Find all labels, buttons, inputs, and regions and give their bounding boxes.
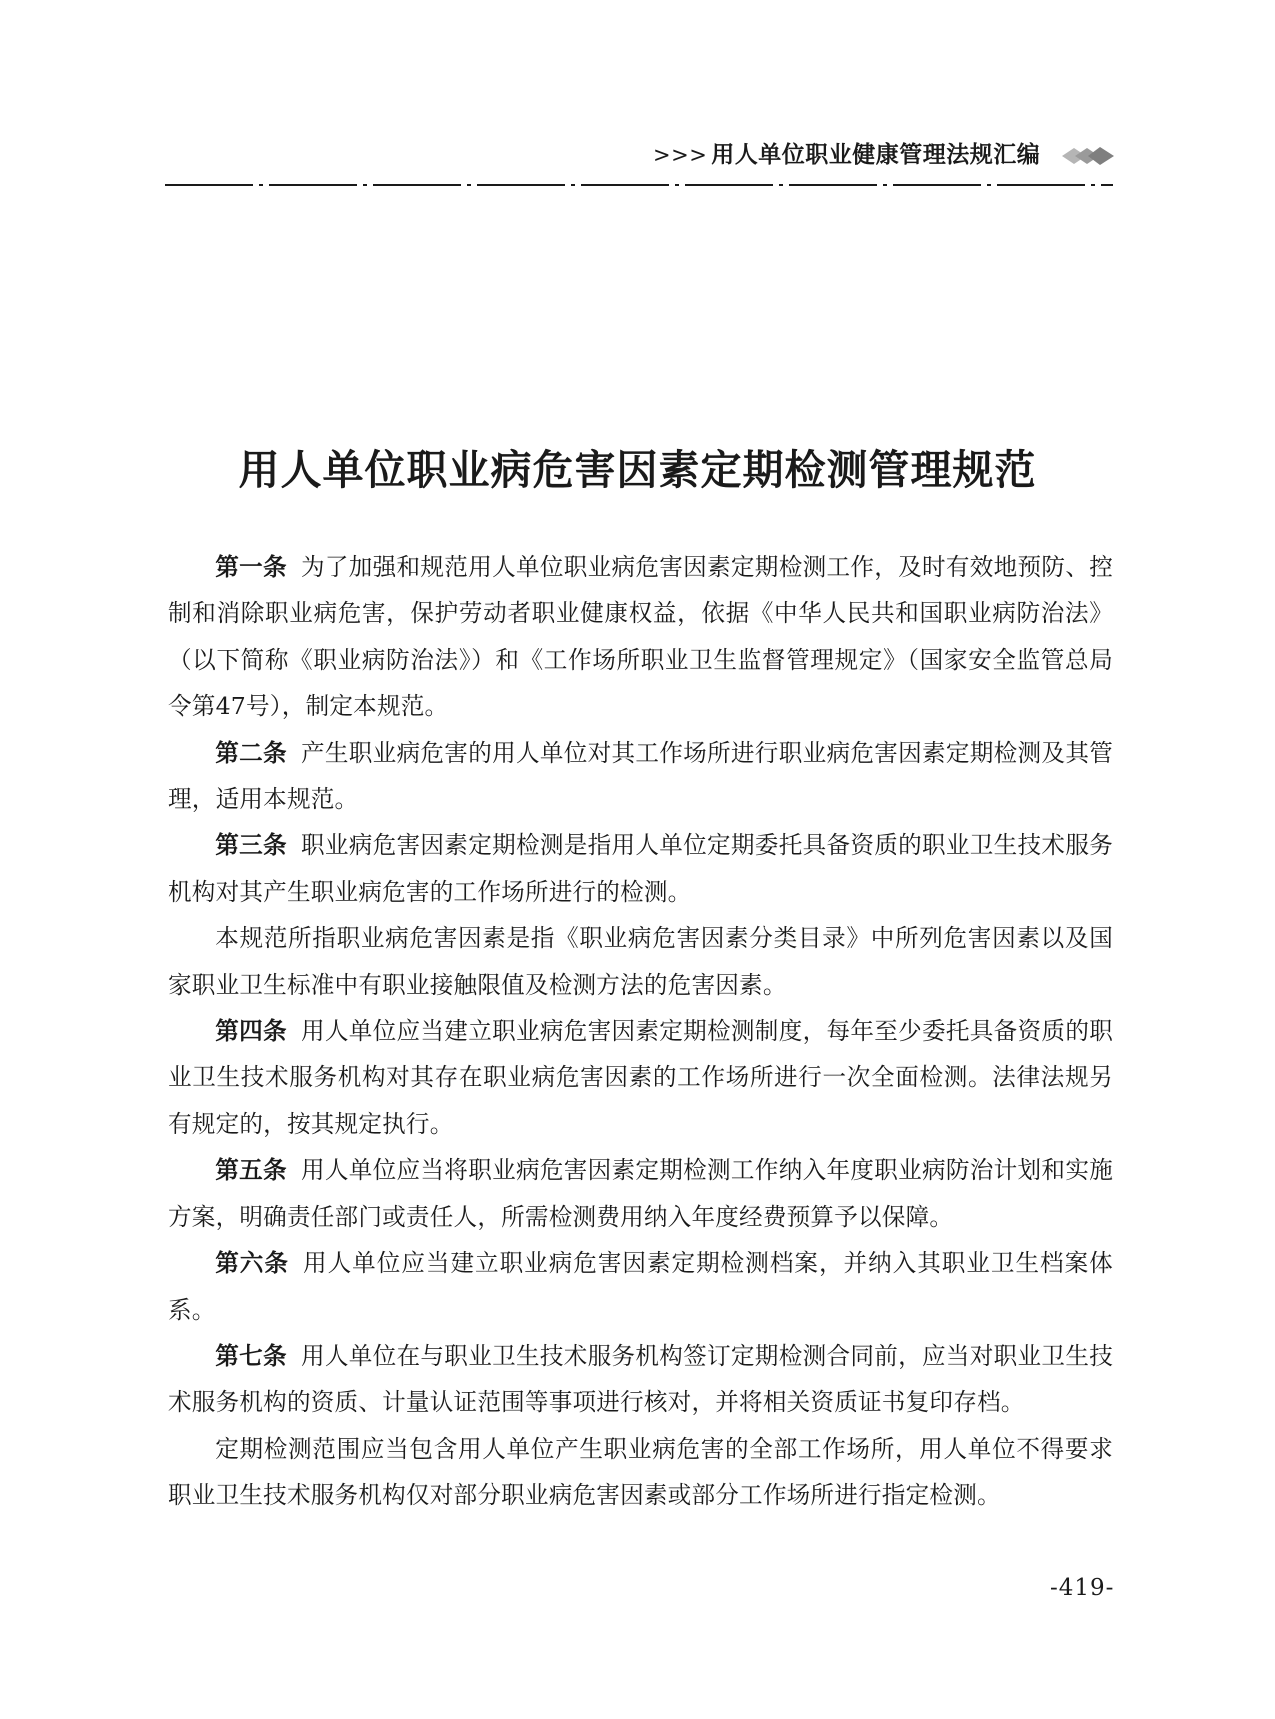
article-text: 用人单位在与职业卫生技术服务机构签订定期检测合同前，应当对职业卫生技术服务机构的资质、计量认证范围等事项进行核对，并将相关资质证书复印存档。 — [168, 1341, 1113, 1417]
article-text: 用人单位应当建立职业病危害因素定期检测档案，并纳入其职业卫生档案体系。 — [168, 1249, 1113, 1324]
article-label: 第七条 — [215, 1341, 287, 1370]
article-text: 定期检测范围应当包含用人单位产生职业病危害的全部工作场所，用人单位不得要求职业卫生技术服务机构仅对部分职业病危害因素或部分工作场所进行指定检测。 — [168, 1434, 1113, 1510]
article-7 — [168, 1333, 1113, 1426]
header-book-title-text: 用人单位职业健康管理法规汇编 — [711, 141, 1041, 168]
article-2 — [168, 730, 1113, 823]
article-label: 第二条 — [215, 738, 287, 767]
article-text: 本规范所指职业病危害因素是指《职业病危害因素分类目录》中所列危害因素以及国家职业卫生标准中有职业接触限值及检测方法的危害因素。 — [168, 924, 1113, 999]
header-diamond-ornament-icon — [1060, 145, 1116, 167]
running-header — [0, 137, 1275, 177]
article-5 — [168, 1147, 1113, 1240]
article-7-continuation — [168, 1426, 1113, 1519]
article-text: 用人单位应当将职业病危害因素定期检测工作纳入年度职业病防治计划和实施方案，明确责任部门或责任人，所需检测费用纳入年度经费预算予以保障。 — [168, 1156, 1113, 1231]
header-book-title — [653, 137, 1040, 173]
article-label: 第四条 — [215, 1017, 287, 1046]
article-text: 为了加强和规范用人单位职业病危害因素定期检测工作，及时有效地预防、控制和消除职业病危害，保护劳动者职业健康权益，依据《中华人民共和国职业病防治法》（以下简称《职业病防治法》）和《工作场所职业卫生监督管理规定》（国家安全监管总局令第47号），制定本规范。 — [168, 553, 1113, 721]
article-4 — [168, 1008, 1113, 1147]
article-text: 职业病危害因素定期检测是指用人单位定期委托具备资质的职业卫生技术服务机构对其产生职业病危害的工作场所进行的检测。 — [168, 831, 1113, 906]
article-label: 第五条 — [215, 1156, 287, 1185]
header-arrows: >>> — [653, 143, 708, 167]
article-3 — [168, 822, 1113, 915]
document-title: 用人单位职业病危害因素定期检测管理规范 — [238, 446, 1037, 495]
article-text: 用人单位应当建立职业病危害因素定期检测制度，每年至少委托具备资质的职业卫生技术服务机构对其存在职业病危害因素的工作场所进行一次全面检测。法律法规另有规定的，按其规定执行。 — [168, 1017, 1113, 1138]
page-number: -419- — [1050, 1575, 1115, 1601]
article-label: 第三条 — [215, 831, 287, 860]
article-3-continuation — [168, 915, 1113, 1008]
article-1 — [168, 544, 1113, 730]
article-text: 产生职业病危害的用人单位对其工作场所进行职业病危害因素定期检测及其管理，适用本规范。 — [168, 738, 1113, 814]
article-body — [168, 544, 1113, 1519]
header-dashed-rule — [165, 180, 1113, 190]
article-6 — [168, 1240, 1113, 1333]
article-label: 第六条 — [215, 1249, 289, 1278]
article-label: 第一条 — [215, 553, 287, 581]
